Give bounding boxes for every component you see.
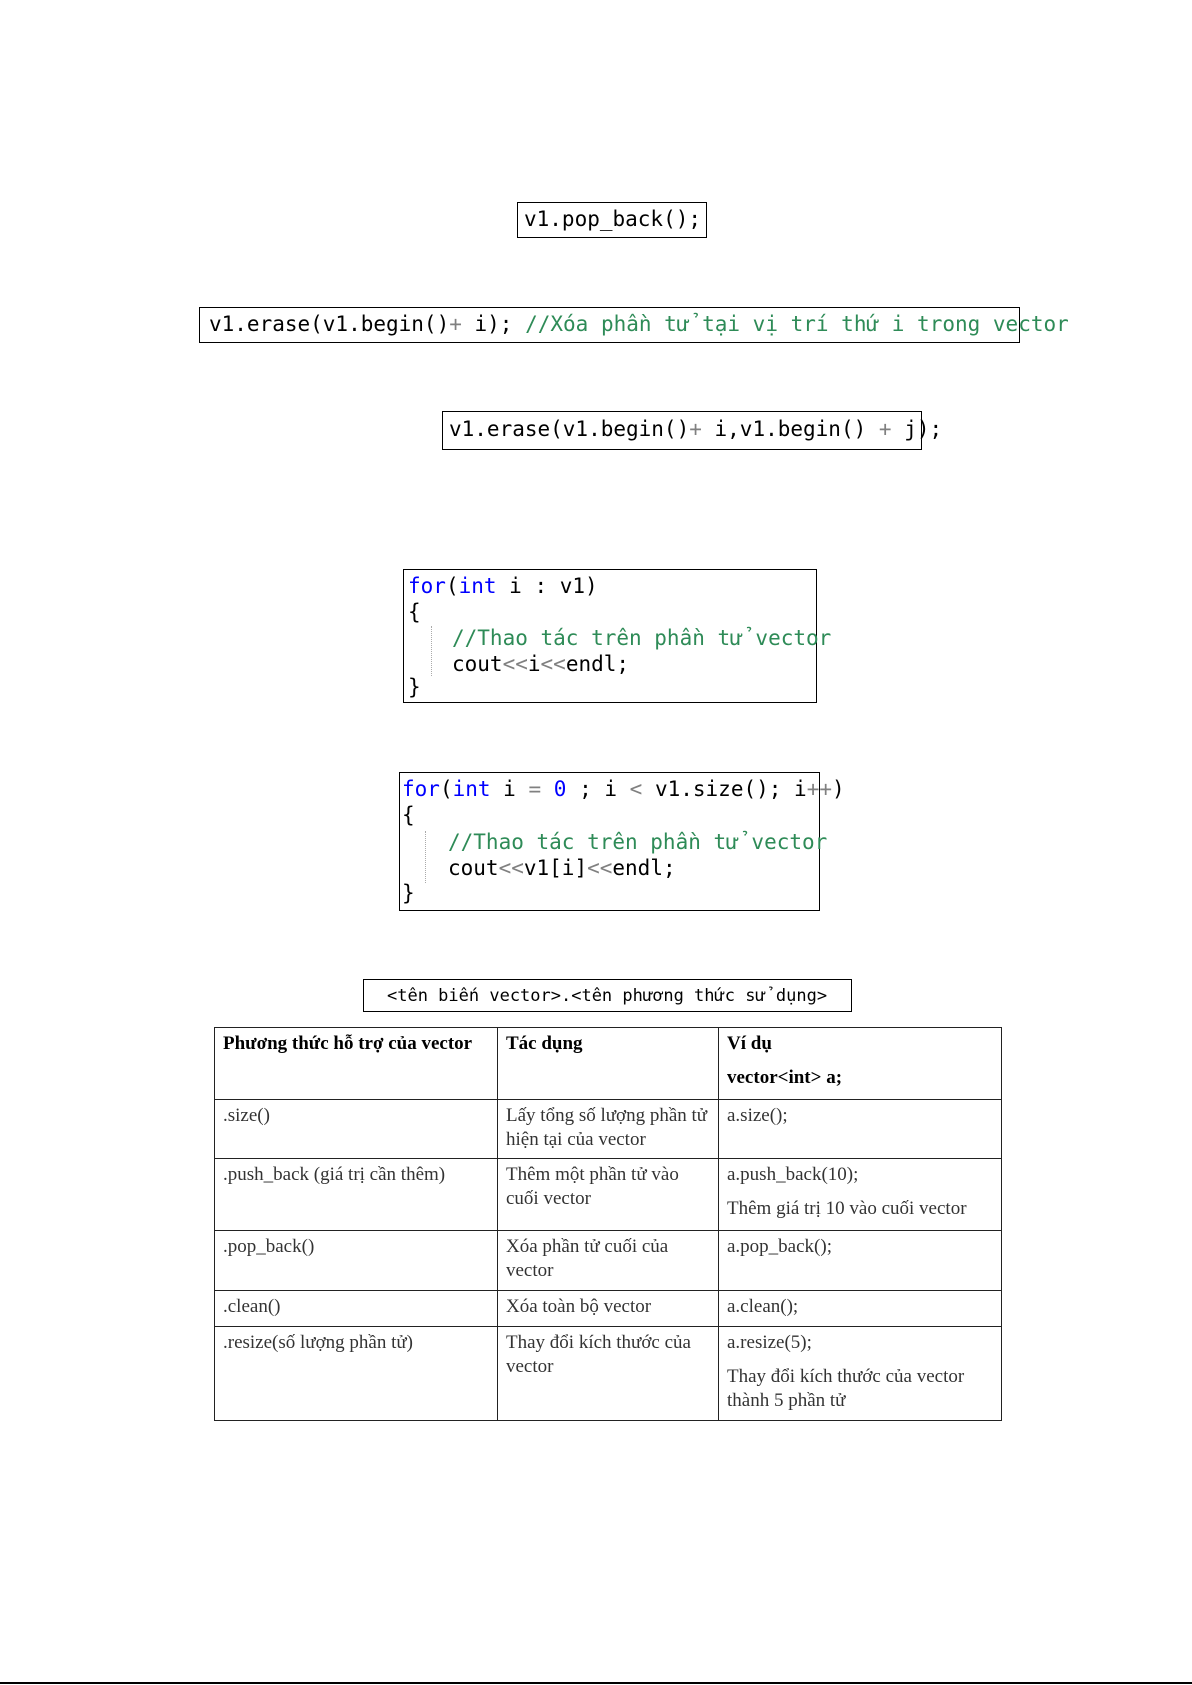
for-range-comment: //Thao tác trên phần tử vector [452, 626, 832, 650]
effect-cell: Lấy tổng số lượng phần tử hiện tại của vector [498, 1100, 719, 1159]
for-range-body: cout<<i<<endl; [452, 652, 630, 676]
table-row [215, 1159, 1002, 1231]
for-range-close-brace: } [408, 675, 421, 699]
method-cell: .pop_back() [215, 1231, 498, 1291]
table-header-row [215, 1028, 1002, 1100]
for-index-line-1: for(int i = 0 ; i < v1.size(); i++) [402, 777, 845, 801]
for-index-comment: //Thao tác trên phần tử vector [448, 830, 828, 854]
erase-one-comment: //Xóa phần tử tại vị trí thứ i trong vector [525, 312, 1069, 336]
erase-one-snippet [199, 307, 1069, 343]
for-range-open-brace: { [408, 600, 421, 624]
method-cell: .clean() [215, 1291, 498, 1327]
syntax-text: <tên biến vector>.<tên phương thức sử dụng> [387, 986, 828, 1006]
for-range-snippet [403, 569, 832, 703]
effect-cell: Xóa phần tử cuối của vector [498, 1231, 719, 1291]
pop-back-code: v1.pop_back(); [524, 207, 702, 231]
vector-methods-table [214, 1027, 1002, 1421]
for-range-line-1: for(int i : v1) [408, 574, 598, 598]
example-cell: a.pop_back(); [719, 1231, 1002, 1291]
for-index-close-brace: } [402, 881, 415, 905]
header-example: Ví dụ vector<int> a; [719, 1028, 1002, 1100]
table-row [215, 1291, 1002, 1327]
example-cell: a.push_back(10); Thêm giá trị 10 vào cuối vector [719, 1159, 1002, 1231]
for-index-snippet [399, 772, 845, 911]
page-bottom-divider [0, 1682, 1192, 1684]
example-cell: a.clean(); [719, 1291, 1002, 1327]
syntax-snippet [363, 979, 852, 1012]
table-row [215, 1327, 1002, 1421]
erase-range-snippet [442, 411, 943, 450]
indent-guide [425, 831, 426, 883]
erase-one-code: v1.erase(v1.begin()+ i); //Xóa phần tử tại vị trí thứ i trong vector [209, 312, 1069, 336]
method-cell: .size() [215, 1100, 498, 1159]
header-effect: Tác dụng [498, 1028, 719, 1100]
header-method: Phương thức hỗ trợ của vector [215, 1028, 498, 1100]
table-row [215, 1231, 1002, 1291]
example-cell: a.resize(5); Thay đổi kích thước của vector thành 5 phần tử [719, 1327, 1002, 1421]
example-cell: a.size(); [719, 1100, 1002, 1159]
method-cell: .push_back (giá trị cần thêm) [215, 1159, 498, 1231]
table-row [215, 1100, 1002, 1159]
for-index-open-brace: { [402, 803, 415, 827]
pop-back-snippet [517, 202, 707, 238]
effect-cell: Xóa toàn bộ vector [498, 1291, 719, 1327]
for-index-body: cout<<v1[i]<<endl; [448, 856, 676, 880]
indent-guide [431, 626, 432, 676]
effect-cell: Thay đổi kích thước của vector [498, 1327, 719, 1421]
method-cell: .resize(số lượng phần tử) [215, 1327, 498, 1421]
effect-cell: Thêm một phần tử vào cuối vector [498, 1159, 719, 1231]
erase-range-code: v1.erase(v1.begin()+ i,v1.begin() + j); [449, 417, 943, 441]
